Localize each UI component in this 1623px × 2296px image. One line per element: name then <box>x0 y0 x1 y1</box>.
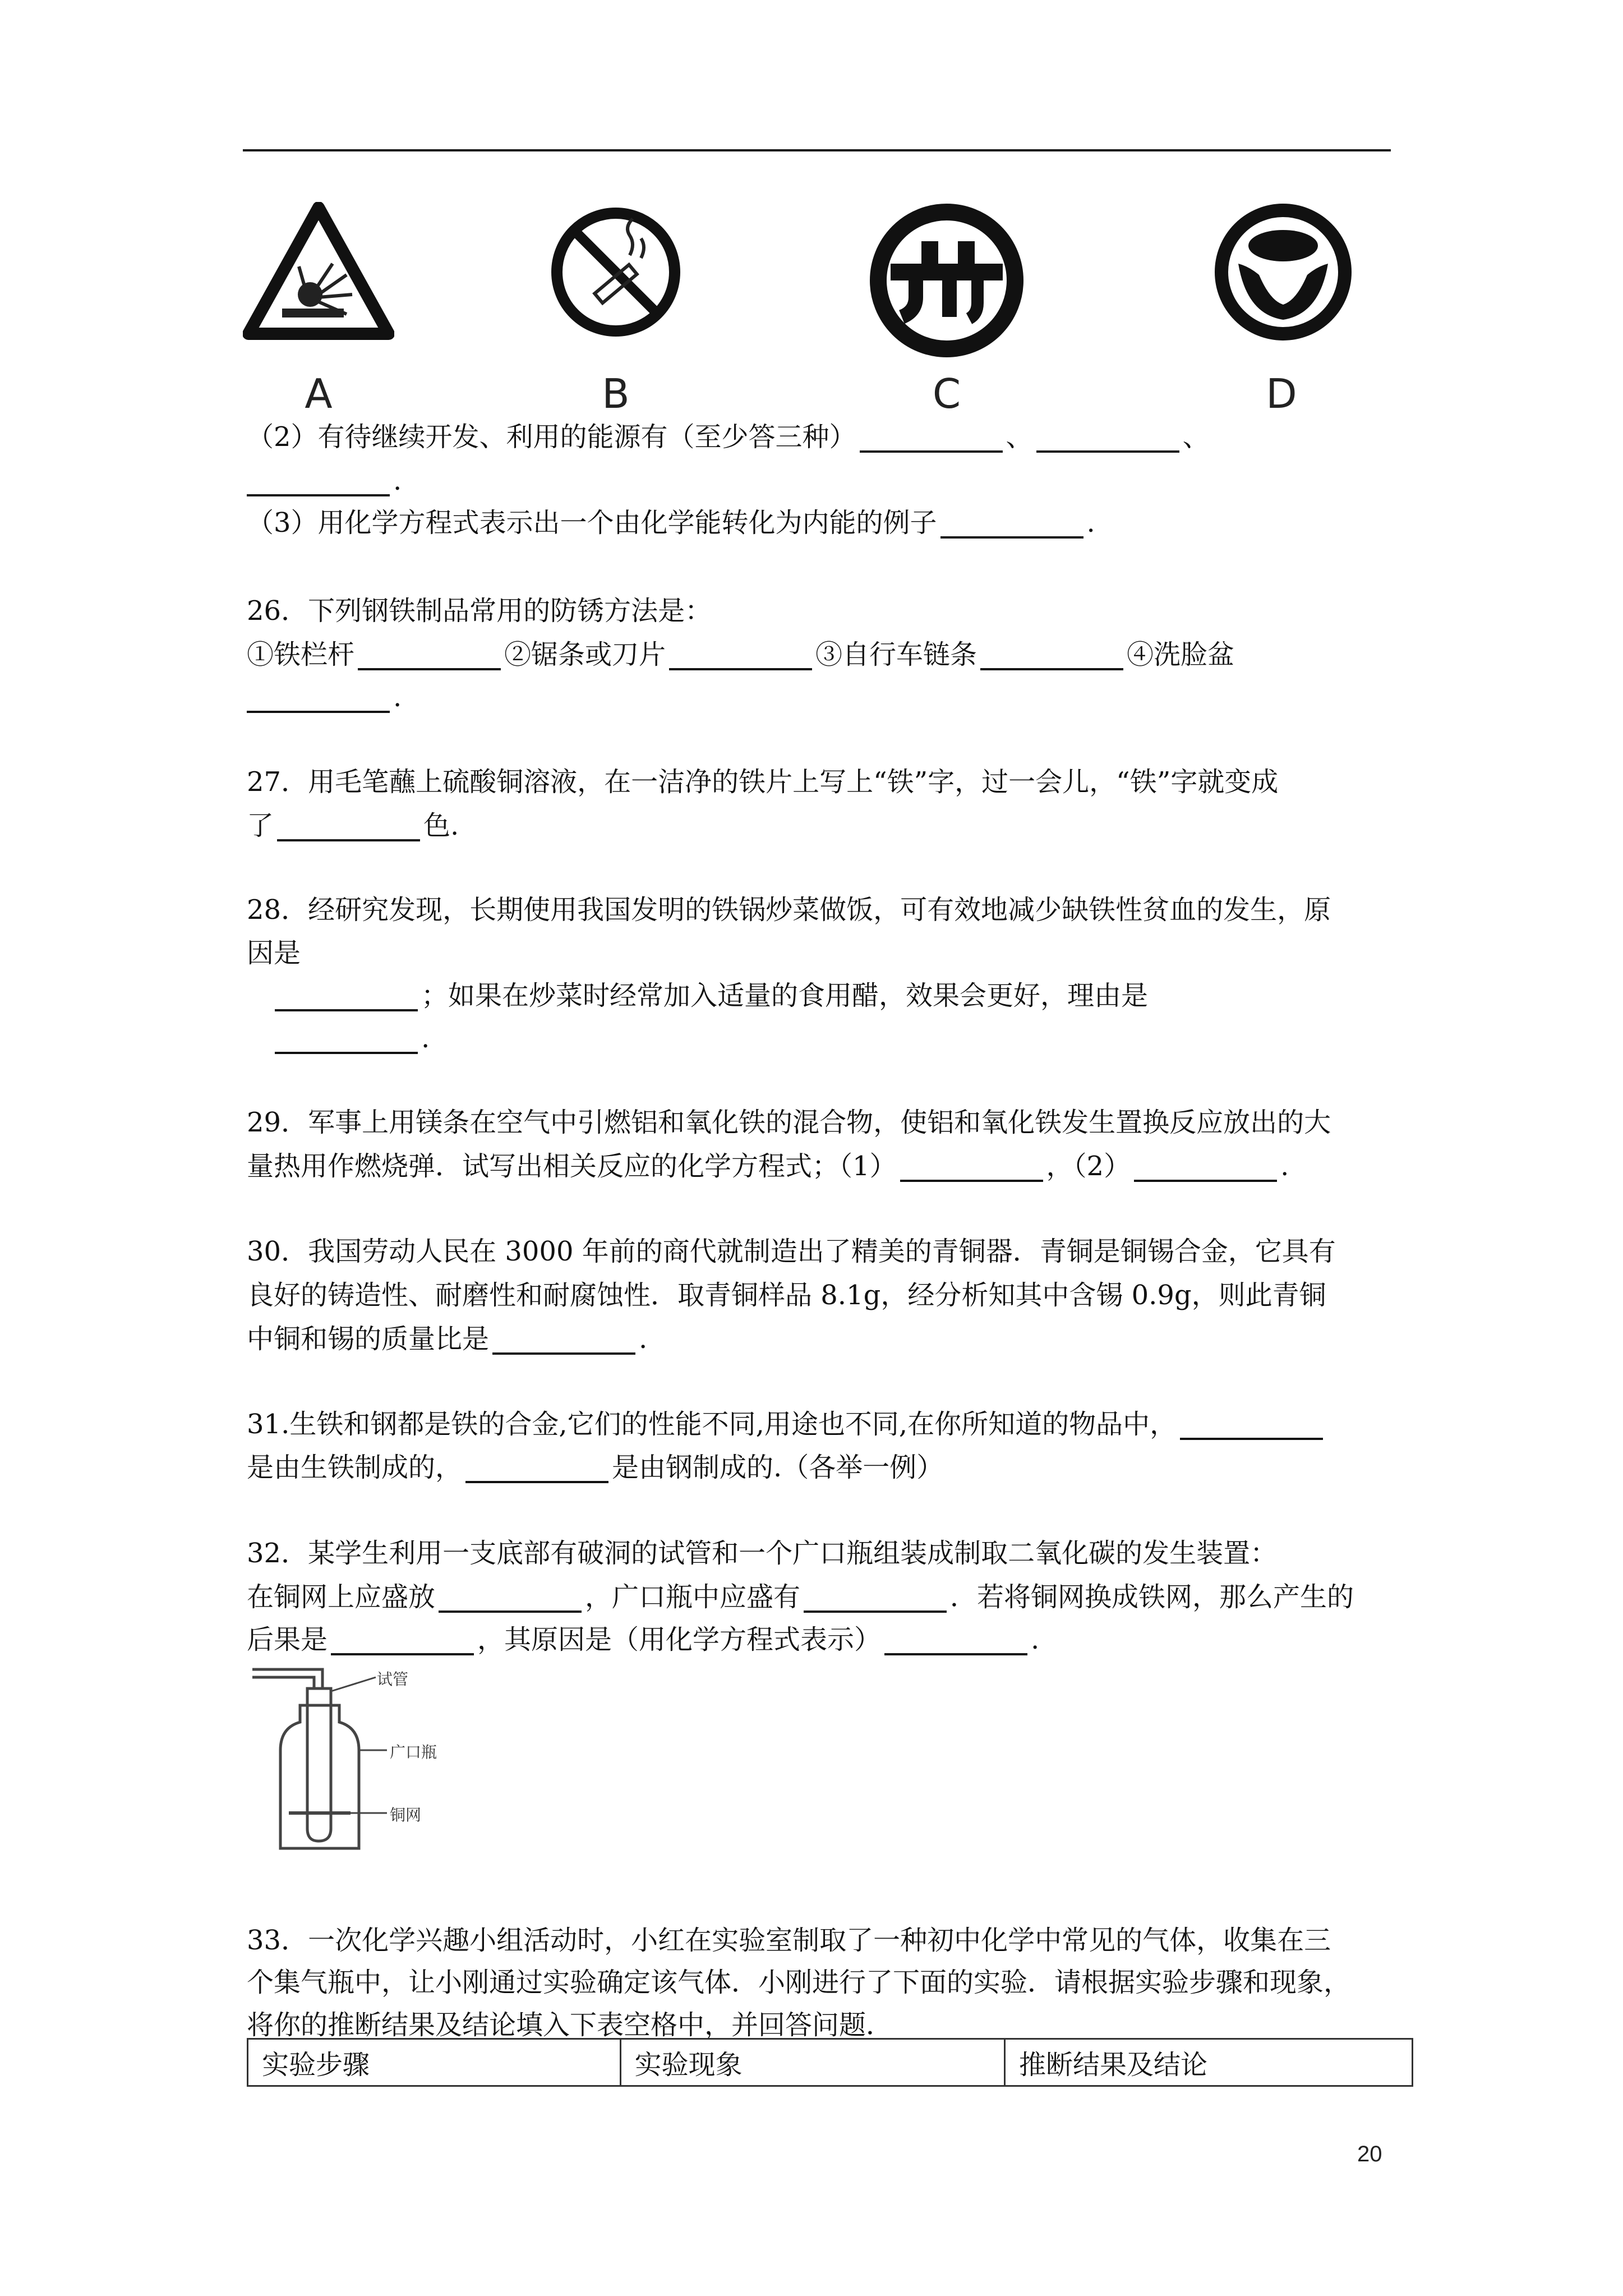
answer-blank[interactable] <box>860 419 1003 453</box>
answer-blank[interactable] <box>1134 1148 1277 1182</box>
sign-a <box>243 202 394 417</box>
q30-line1: 30．我国劳动人民在 3000 年前的商代就制造出了精美的青铜器．青铜是铜锡合金，它具有 <box>247 1236 1336 1267</box>
answer-blank[interactable] <box>669 637 812 670</box>
q30-line2: 良好的铸造性、耐磨性和耐腐蚀性．取青铜样品 8.1g，经分析知其中含锡 0.9g，则此青铜 <box>247 1280 1326 1311</box>
tube-label: 试管 <box>377 1670 409 1688</box>
sign-label-b: B <box>602 370 630 417</box>
no-smoking-icon <box>546 202 686 342</box>
answer-blank[interactable] <box>900 1148 1043 1182</box>
answer-blank[interactable] <box>884 1622 1027 1655</box>
q33-line1: 33．一次化学兴趣小组活动时，小红在实验室制取了一种初中化学中常见的气体，收集在三 <box>247 1925 1331 1956</box>
answer-blank[interactable] <box>804 1579 947 1613</box>
answer-blank[interactable] <box>439 1579 582 1613</box>
answer-blank[interactable] <box>247 463 390 496</box>
answer-blank[interactable] <box>980 637 1123 670</box>
answer-blank[interactable] <box>1036 419 1179 453</box>
q29-line1: 29．军事上用镁条在空气中引燃铝和氧化铁的混合物，使铝和氧化铁发生置换反应放出的大 <box>247 1107 1331 1138</box>
answer-blank[interactable] <box>1180 1406 1323 1440</box>
q32-line2: 在铜网上应盛放 ，广口瓶中应盛有 ．若将铜网换成铁网，那么产生的 <box>247 1575 1354 1619</box>
answer-blank[interactable] <box>275 1020 418 1054</box>
sign-label-a: A <box>305 370 333 417</box>
q28-line4: . <box>275 1016 430 1060</box>
sign-c <box>868 202 1025 417</box>
q31-line2: 是由生铁制成的， 是由钢制成的.（各举一例） <box>247 1446 943 1489</box>
explosive-warning-triangle-icon <box>243 202 394 348</box>
header-rule <box>243 149 1391 151</box>
mesh-label: 铜网 <box>390 1806 422 1824</box>
q25-part3: （3）用化学方程式表示出一个由化学能转化为内能的例子 . <box>247 501 1095 545</box>
q28-line1: 28．经研究发现，长期使用我国发明的铁锅炒菜做饭，可有效地减少缺铁性贫血的发生，原 <box>247 894 1331 926</box>
co2-apparatus-diagram <box>247 1666 482 1857</box>
q25-part2-line1: （2）有待继续开发、利用的能源有（至少答三种） 、 、 <box>247 415 1210 459</box>
answer-blank[interactable] <box>940 505 1083 539</box>
q25-part2-line2: . <box>247 459 402 503</box>
q29-line2: 量热用作燃烧弹．试写出相关反应的化学方程式；（1） ，（2） . <box>247 1144 1289 1188</box>
q32-line3: 后果是 ，其原因是（用化学方程式表示） . <box>247 1618 1039 1662</box>
q31-line1: 31.生铁和钢都是铁的合金,它们的性能不同,用途也不同,在你所知道的物品中， <box>247 1402 1326 1446</box>
bottle-label: 广口瓶 <box>390 1743 437 1761</box>
answer-blank[interactable] <box>275 978 418 1011</box>
q28-line3: ；如果在炒菜时经常加入适量的食用醋，效果会更好，理由是 <box>275 974 1148 1018</box>
green-food-icon <box>1213 202 1353 342</box>
q28-line2: 因是 <box>247 937 301 969</box>
q33-line2: 个集气瓶中，让小刚通过实验确定该气体．小刚进行了下面的实验．请根据实验步骤和现象， <box>247 1967 1351 1998</box>
answer-blank[interactable] <box>465 1450 608 1483</box>
results-table <box>247 2038 1413 2087</box>
page-number: 20 <box>1357 2142 1382 2166</box>
q32-line1: 32．某学生利用一支底部有破洞的试管和一个广口瓶组装成制取二氧化碳的发生装置： <box>247 1538 1278 1569</box>
sign-d <box>1213 202 1353 417</box>
q27-line2: 了 色. <box>247 804 459 848</box>
answer-blank[interactable] <box>247 679 390 713</box>
signs-row <box>243 202 1391 415</box>
sign-label-c: C <box>932 370 961 417</box>
q30-line3: 中铜和锡的质量比是 . <box>247 1317 647 1361</box>
table-header-cell: 实验现象 <box>620 2039 1004 2086</box>
q26-line2: ①铁栏杆 ②锯条或刀片 ③自行车链条 ④洗脸盆 <box>247 633 1234 677</box>
sign-label-d: D <box>1266 370 1297 417</box>
q27-line1: 27．用毛笔蘸上硫酸铜溶液，在一洁净的铁片上写上“铁”字，过一会儿，“铁”字就变成 <box>247 766 1279 798</box>
answer-blank[interactable] <box>358 637 501 670</box>
answer-blank[interactable] <box>277 808 420 841</box>
sign-b <box>546 202 686 417</box>
water-saving-icon <box>868 202 1025 359</box>
answer-blank[interactable] <box>492 1321 635 1355</box>
table-header-row <box>248 2039 1413 2086</box>
q33-line3: 将你的推断结果及结论填入下表空格中，并回答问题． <box>247 2009 893 2041</box>
q26-line3: . <box>247 675 402 719</box>
q26-line1: 26．下列钢铁制品常用的防锈方法是： <box>247 595 712 627</box>
answer-blank[interactable] <box>331 1622 474 1655</box>
apparatus-drawing <box>247 1666 482 1857</box>
table-header-cell: 实验步骤 <box>248 2039 621 2086</box>
table-header-cell: 推断结果及结论 <box>1005 2039 1413 2086</box>
